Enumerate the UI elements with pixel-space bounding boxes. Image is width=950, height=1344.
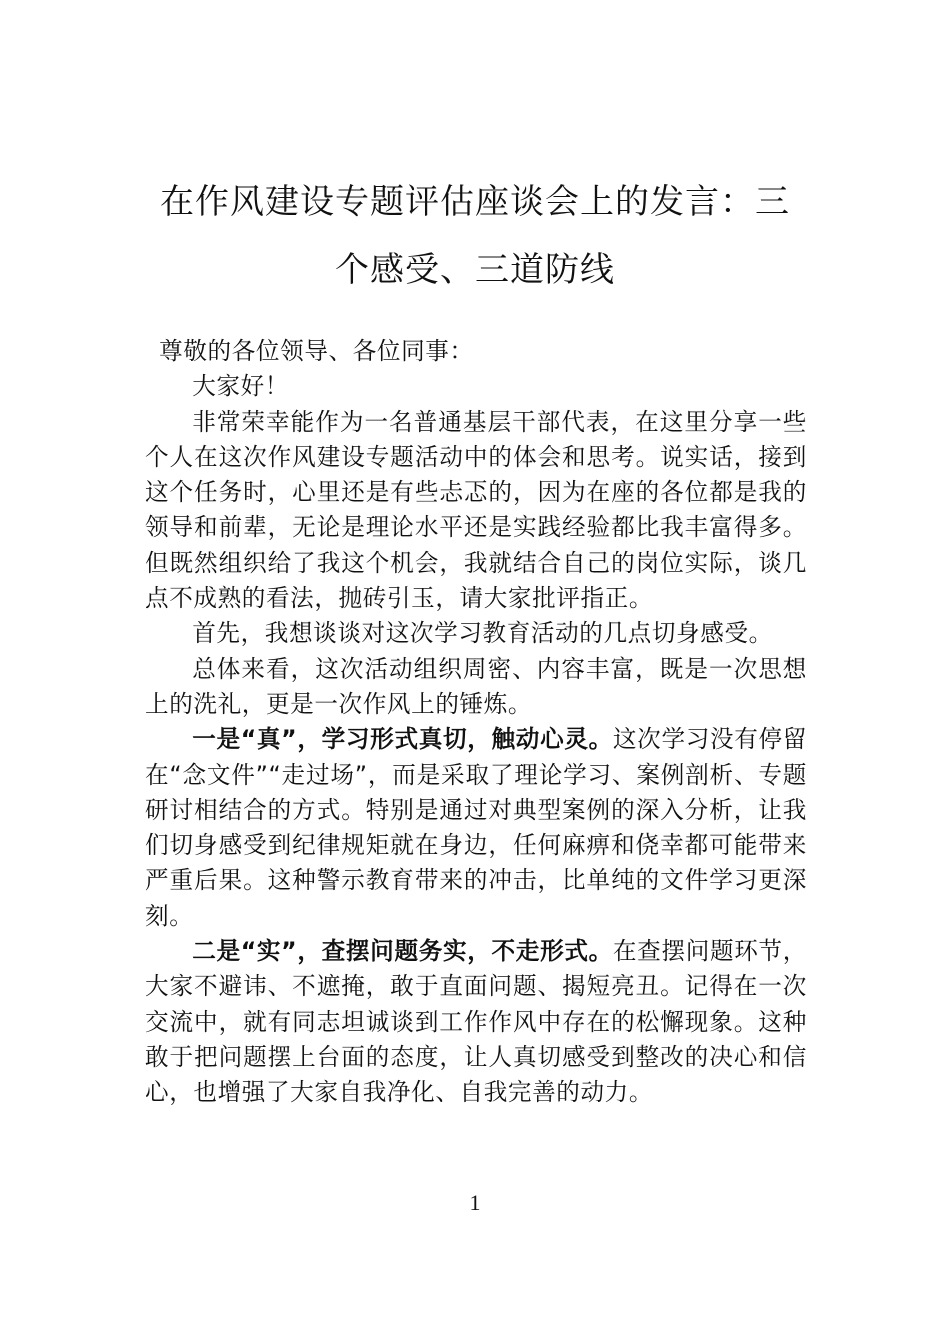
point-one-text: 这次学习没有停留在“念文件”“走过场”，而是采取了理论学习、案例剖析、专题研讨相结合的方式。特别是通过对典型案例的深入分析，让我们切身感受到纪律规矩就在身边，任何麻痹和侥幸都可能带来严重后果。这种警示教育带来的冲击，比单纯的文件学习更深刻。: [145, 725, 807, 930]
point-one-lead: 一是“真”，学习形式真切，触动心灵。: [192, 725, 613, 754]
document-body: [145, 334, 807, 1111]
paragraph-overview: 总体来看，这次活动组织周密、内容丰富，既是一次思想上的洗礼，更是一次作风上的锤炼。: [145, 654, 807, 718]
paragraph-feelings-intro: 首先，我想谈谈对这次学习教育活动的几点切身感受。: [192, 619, 773, 648]
paragraph-point-one: [145, 722, 807, 934]
salutation: 尊敬的各位领导、各位同事：: [159, 337, 474, 365]
document-title: 在作风建设专题评估座谈会上的发言：三个感受、三道防线: [160, 182, 790, 290]
page-number: 1: [469, 1190, 481, 1215]
greeting: 大家好！: [192, 372, 289, 401]
point-two-lead: 二是“实”，查摆问题务实，不走形式。: [192, 937, 613, 966]
paragraph-intro: 非常荣幸能作为一名普通基层干部代表，在这里分享一些个人在这次作风建设专题活动中的体会和思考。说实话，接到这个任务时，心里还是有些忐忑的，因为在座的各位都是我的领导和前辈，无论是理论水平还是实践经验都比我丰富得多。但既然组织给了我这个机会，我就结合自己的岗位实际，谈几点不成熟的看法，抛砖引玉，请大家批评指正。: [145, 407, 807, 613]
paragraph-point-two: [145, 934, 807, 1110]
point-two-text: 在查摆问题环节，大家不避讳、不遮掩，敢于直面问题、揭短亮丑。记得在一次交流中，就有同志坦诚谈到工作作风中存在的松懈现象。这种敢于把问题摆上台面的态度，让人真切感受到整改的决心和信心，也增强了大家自我净化、自我完善的动力。: [145, 937, 807, 1107]
